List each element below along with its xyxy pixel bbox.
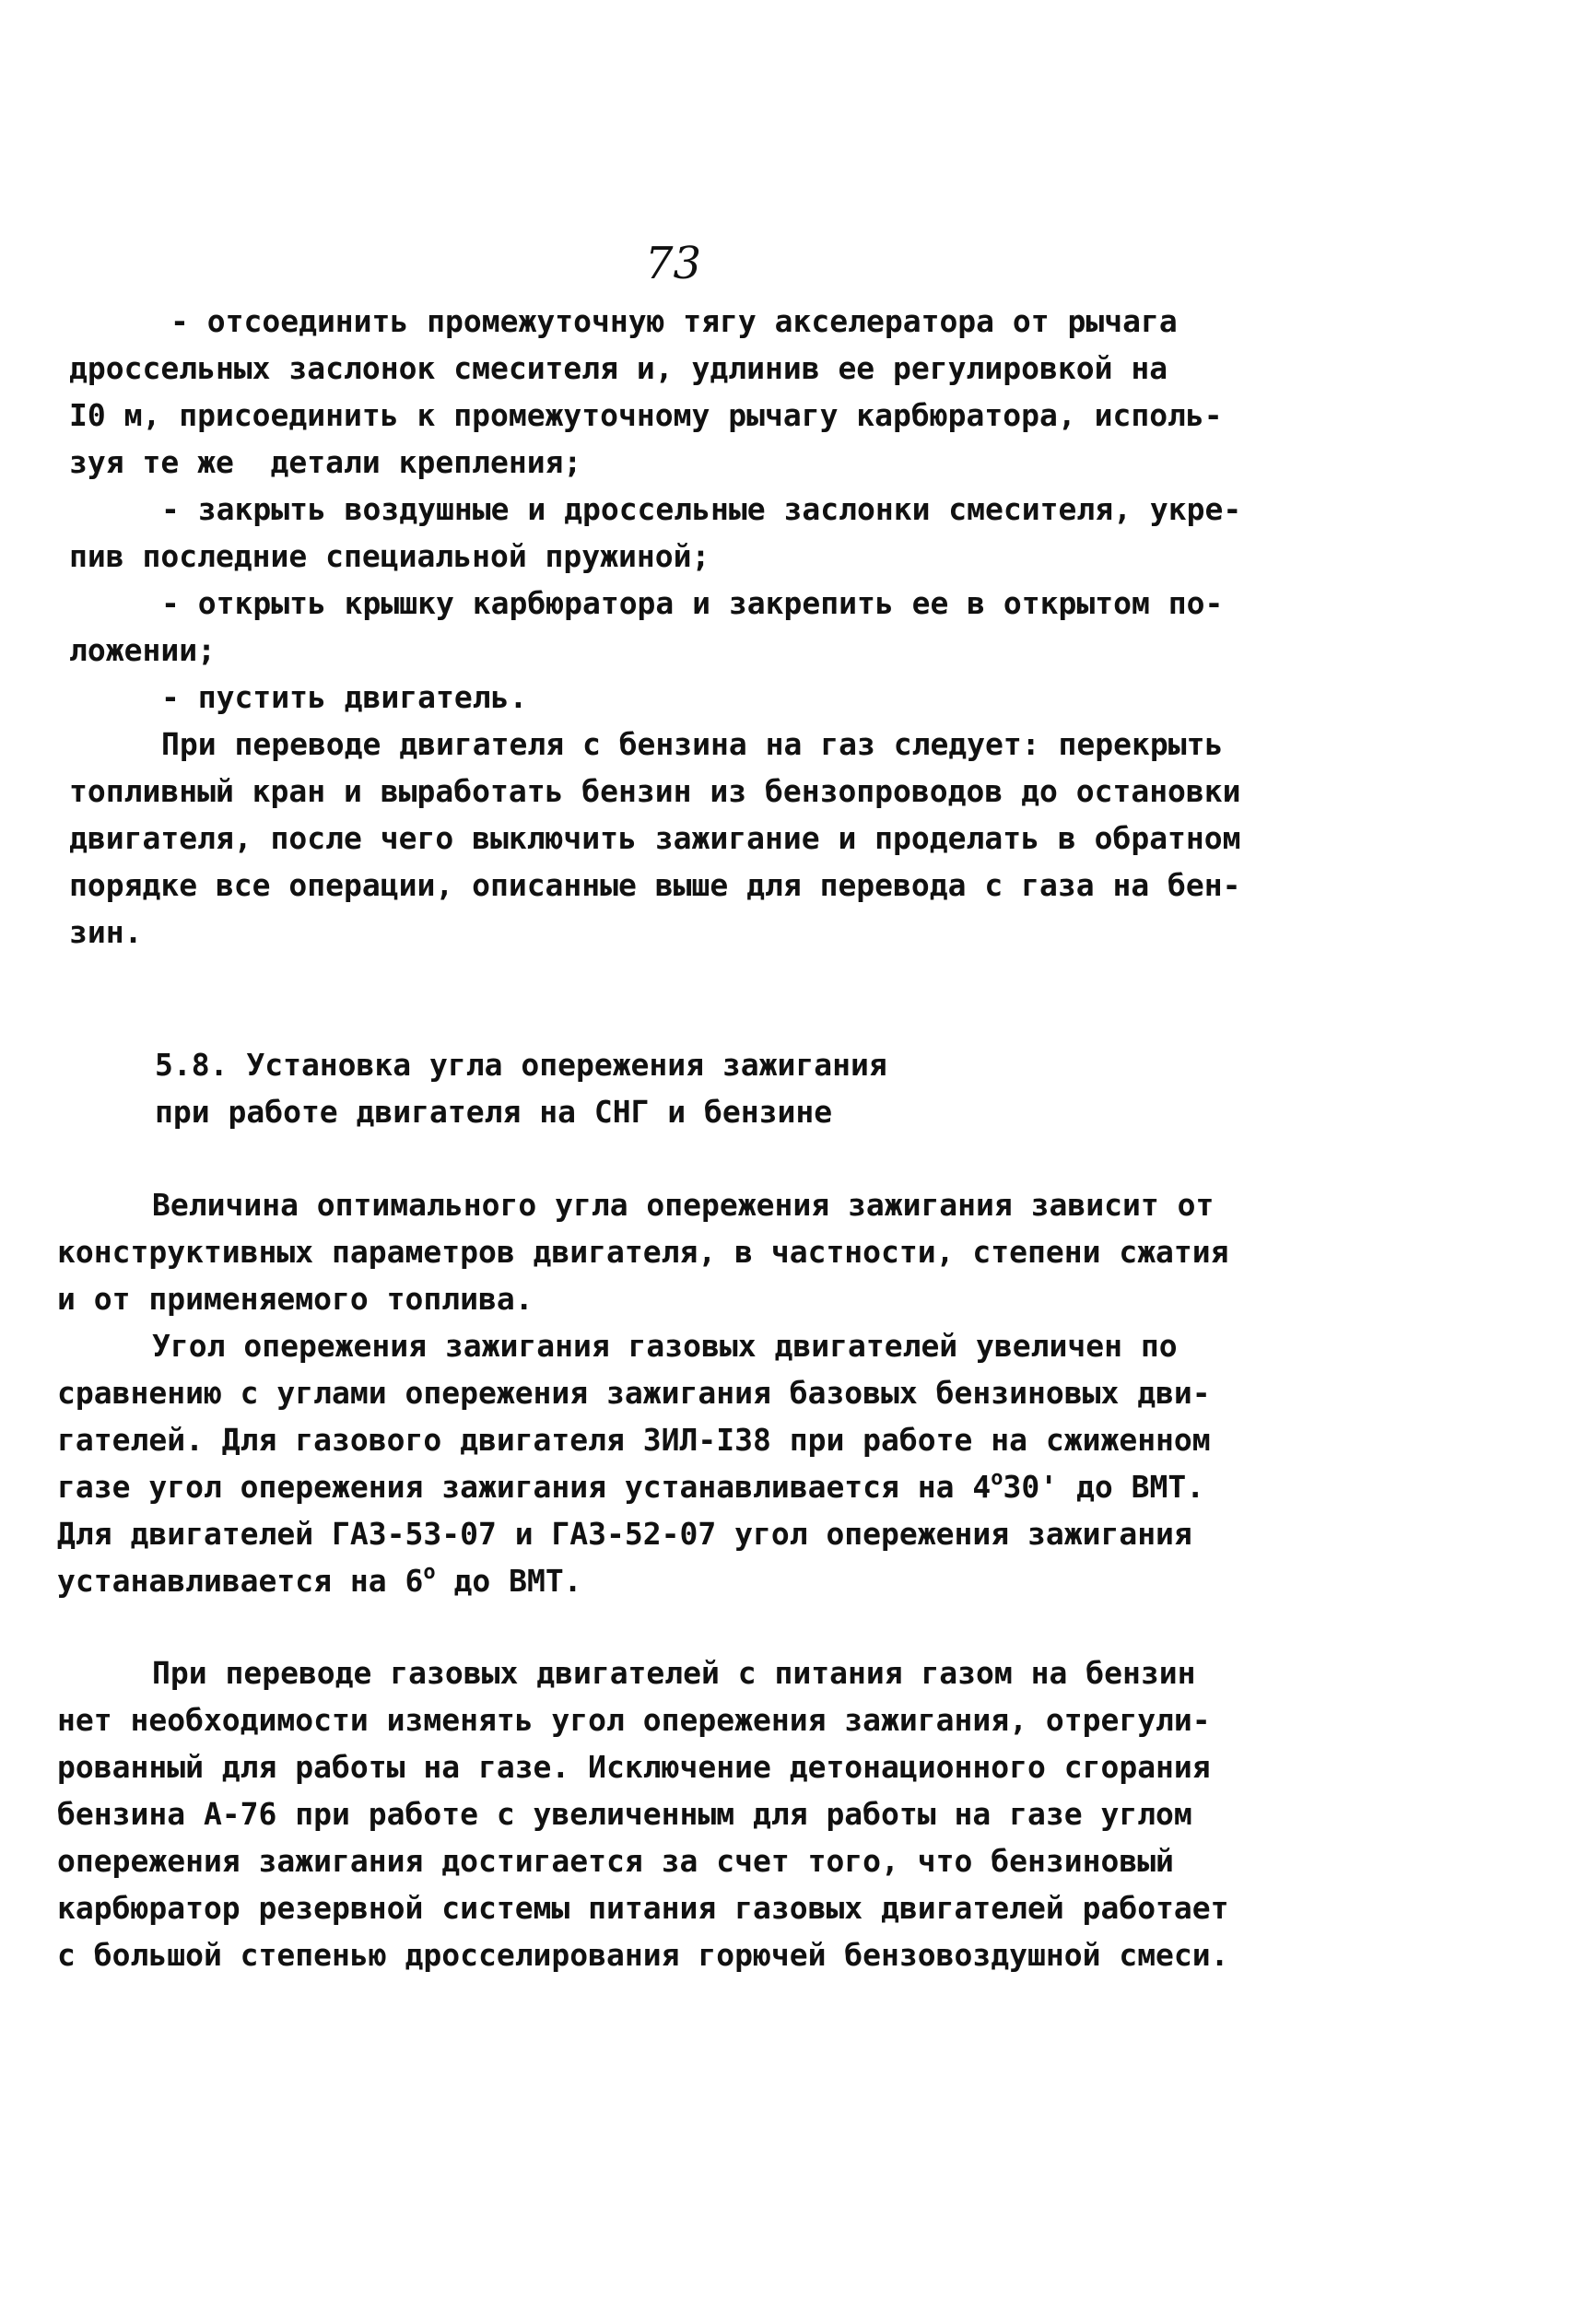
text-line: карбюратор резервной системы питания газовых двигателей работает bbox=[57, 1890, 1229, 1926]
text-line: - отсоединить промежуточную тягу акселератора от рычага bbox=[170, 303, 1178, 339]
text-line: опережения зажигания достигается за счет того, что бензиновый bbox=[57, 1843, 1174, 1879]
text-line: гателей. Для газового двигателя ЗИЛ-I38 при работе на сжиженном bbox=[57, 1422, 1211, 1458]
degree-superscript: о bbox=[423, 1561, 436, 1584]
text-line: При переводе газовых двигателей с питания газом на бензин bbox=[152, 1655, 1196, 1691]
text-line: конструктивных параметров двигателя, в частности, степени сжатия bbox=[57, 1234, 1229, 1270]
text-line: нет необходимости изменять угол опережения зажигания, отрегули- bbox=[57, 1702, 1211, 1738]
text-line: Для двигателей ГАЗ-53-07 и ГАЗ-52-07 угол опережения зажигания bbox=[57, 1516, 1192, 1552]
text-line: порядке все операции, описанные выше для перевода с газа на бен- bbox=[69, 867, 1241, 903]
degree-superscript: о bbox=[991, 1467, 1003, 1490]
text-line: сравнению с углами опережения зажигания базовых бензиновых дви- bbox=[57, 1375, 1211, 1411]
text-line: с большой степенью дросселирования горючей бензовоздушной смеси. bbox=[57, 1937, 1229, 1973]
text-line: пив последние специальной пружиной; bbox=[69, 538, 710, 574]
text-line: Угол опережения зажигания газовых двигателей увеличен по bbox=[152, 1328, 1178, 1364]
text-fragment: газе угол опережения зажигания устанавливается на 4 bbox=[57, 1469, 992, 1505]
text-line: ложении; bbox=[69, 632, 216, 668]
text-line: топливный кран и выработать бензин из бензопроводов до остановки bbox=[69, 773, 1241, 809]
section-heading-line: 5.8. Установка угла опережения зажигания bbox=[155, 1047, 887, 1083]
text-line: - закрыть воздушные и дроссельные заслонки смесителя, укре- bbox=[161, 491, 1242, 527]
text-line: зуя те же детали крепления; bbox=[69, 444, 582, 480]
text-line: рованный для работы на газе. Исключение детонационного сгорания bbox=[57, 1749, 1211, 1785]
text-line: При переводе двигателя с бензина на газ следует: перекрыть bbox=[161, 726, 1224, 762]
text-fragment: до ВМТ. bbox=[435, 1563, 582, 1599]
text-line: зин. bbox=[69, 914, 143, 950]
text-fragment: 30' до ВМТ. bbox=[1003, 1469, 1205, 1505]
section-heading-line: при работе двигателя на СНГ и бензине bbox=[155, 1094, 833, 1130]
text-line: - пустить двигатель. bbox=[161, 679, 528, 715]
text-line: - открыть крышку карбюратора и закрепить ее в открытом по- bbox=[161, 585, 1224, 621]
text-line: бензина А-76 при работе с увеличенным для работы на газе углом bbox=[57, 1796, 1192, 1832]
text-line: I0 м, присоединить к промежуточному рычагу карбюратора, исполь- bbox=[69, 397, 1223, 433]
text-line bbox=[57, 1559, 582, 1608]
text-line: дроссельных заслонок смесителя и, удлинив ее регулировкой на bbox=[69, 350, 1168, 386]
text-fragment: устанавливается на 6 bbox=[57, 1563, 424, 1599]
text-line bbox=[57, 1465, 1204, 1514]
text-line: и от применяемого топлива. bbox=[57, 1281, 534, 1317]
page-number: 73 bbox=[645, 238, 702, 289]
text-line: Величина оптимального угла опережения зажигания зависит от bbox=[152, 1187, 1215, 1223]
text-line: двигателя, после чего выключить зажигание и проделать в обратном bbox=[69, 820, 1241, 856]
